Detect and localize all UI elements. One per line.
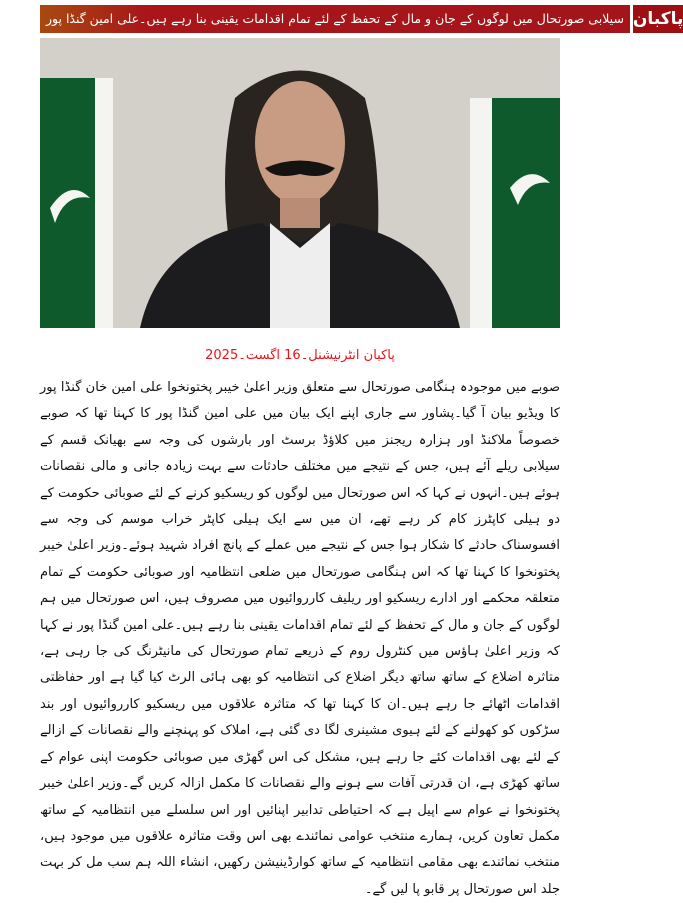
brand-logo: پاکبان	[633, 5, 683, 33]
article-photo	[40, 38, 560, 328]
article-body: صوبے میں موجودہ ہنگامی صورتحال سے متعلق وزیر اعلیٰ خیبر پختونخوا علی امین خان گنڈا پور کا ویڈیو بیان آ گیا۔پشاور سے جاری اپنے ایک بیان میں علی امین گنڈا پور کا کہنا تھا کہ صوبے خصوصاً ملاکنڈ اور ہزارہ ریجنز میں کلاؤڈ برسٹ اور بارشوں کی وجہ سے بھیانک قسم کے سیلابی ریلے آئے ہیں، جس کے نتیجے میں مختلف حادثات سے بہت زیادہ جانی و مالی نقصانات ہوئے ہیں۔انہوں نے کہا کہ اس صورتحال میں لوگوں کو ریسکیو کرنے کے لئے صوبائی حکومت کے دو ہیلی کاپٹرز کام کر رہے تھے، ان میں سے ایک ہیلی کاپٹر خراب موسم کی وجہ سے افسوسناک حادثے کا شکار ہوا جس کے نتیجے میں عملے کے پانچ افراد شہید ہوئے۔وزیر اعلیٰ خیبر پختونخوا کا کہنا تھا کہ اس ہنگامی صورتحال میں ضلعی انتظامیہ اور صوبائی حکومت کے تمام متعلقہ محکمے اور ادارے ریسکیو اور ریلیف کارروائیوں میں مصروف ہیں، اس صورتحال میں ہم لوگوں کے جان و مال کے تحفظ کے لئے تمام اقدامات یقینی بنا رہے ہیں۔علی امین گنڈا پور نے کہا کہ وزیر اعلیٰ ہاؤس میں کنٹرول روم کے ذریعے تمام صورتحال کی مانیٹرنگ کی جا رہی ہے، متاثرہ اضلاع کے ساتھ ساتھ دیگر اضلاع کی انتظامیہ کو بھی ہائی الرٹ کیا گیا ہے اور حفاظتی اقدامات اٹھائے جا رہے ہیں۔ان کا کہنا تھا کہ متاثرہ علاقوں میں ریسکیو کارروائیوں اور بند سڑکوں کو کھولنے کے لئے ہیوی مشینری لگا دی گئی ہے، املاک کو پہنچنے والے نقصانات کے ازالے کے لئے بھی اقدامات کئے جا رہے ہیں، مشکل کی اس گھڑی میں صوبائی حکومت اپنی عوام کے ساتھ کھڑی ہے، ان قدرتی آفات سے ہونے والے نقصانات کا مکمل ازالہ کریں گے۔وزیر اعلیٰ خیبر پختونخوا نے عوام سے اپیل ہے کہ احتیاطی تدابیر اپنائیں اور اس سلسلے میں انتظامیہ کے ساتھ مکمل تعاون کریں، ہمارے منتخب عوامی نمائندے بھی اس وقت متاثرہ علاقوں میں موجود ہیں، منتخب نمائندے بھی مقامی انتظامیہ کے ساتھ کوارڈینیشن رکھیں، انشاء اللہ ہم سب مل کر بہت جلد اس صورتحال پر قابو پا لیں گے۔	[40, 380, 560, 897]
headline-ticker: سیلابی صورتحال میں لوگوں کے جان و مال کے تحفظ کے لئے تمام اقدامات یقینی بنا رہے ہیں۔علی امین گنڈا پور	[40, 5, 630, 33]
news-header-bar	[40, 5, 683, 33]
portrait-image	[40, 38, 560, 328]
dateline: پاکبان انٹرنیشنل۔16 اگست۔2025	[205, 348, 395, 363]
right-flag	[470, 98, 560, 328]
left-flag	[40, 78, 113, 328]
